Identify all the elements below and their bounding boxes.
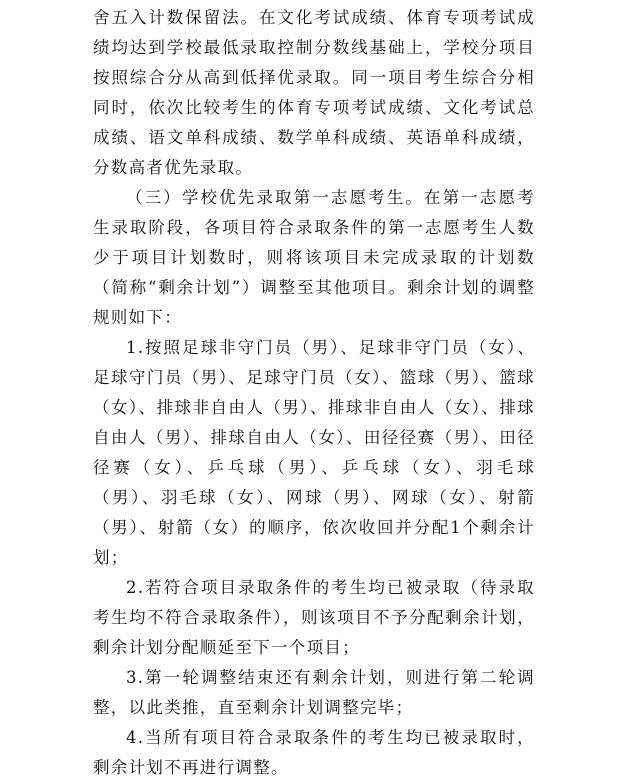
- paragraph-rule-4: 4.当所有项目符合录取条件的考生均已被录取时，剩余计划不再进行调整。: [93, 728, 535, 777]
- paragraph-first-choice-priority: （三）学校优先录取第一志愿考生。在第一志愿考生录取阶段，各项目符合录取条件的第一志愿考生人数少于项目计划数时，则将该项目未完成录取的计划数（简称“剩余计划”）调整至其他项目。剩余计划的调整规则如下：: [93, 188, 535, 327]
- paragraph-rule-1: 1.按照足球非守门员（男）、足球非守门员（女）、足球守门员（男）、足球守门员（女）、篮球（男）、篮球（女）、排球非自由人（男）、排球非自由人（女）、排球自由人（男）、排球自由人（女）、田径径赛（男）、田径径赛（女）、乒乓球（男）、乒乓球（女）、羽毛球（男）、羽毛球（女）、网球（男）、网球（女）、射箭（男）、射箭（女）的顺序，依次收回并分配1个剩余计划；: [93, 338, 535, 567]
- document-page: [93, 0, 535, 783]
- paragraph-rule-2: 2.若符合项目录取条件的考生均已被录取（待录取考生均不符合录取条件），则该项目不予分配剩余计划，剩余计划分配顺延至下一个项目；: [93, 578, 535, 657]
- paragraph-admission-order: 舍五入计数保留法。在文化考试成绩、体育专项考试成绩均达到学校最低录取控制分数线基础上，学校分项目按照综合分从高到低择优录取。同一项目考生综合分相同时，依次比较考生的体育专项考试成绩、文化考试总成绩、语文单科成绩、数学单科成绩、英语单科成绩，分数高者优先录取。: [93, 8, 535, 177]
- paragraph-rule-3: 3.第一轮调整结束还有剩余计划，则进行第二轮调整，以此类推，直至剩余计划调整完毕；: [93, 668, 535, 717]
